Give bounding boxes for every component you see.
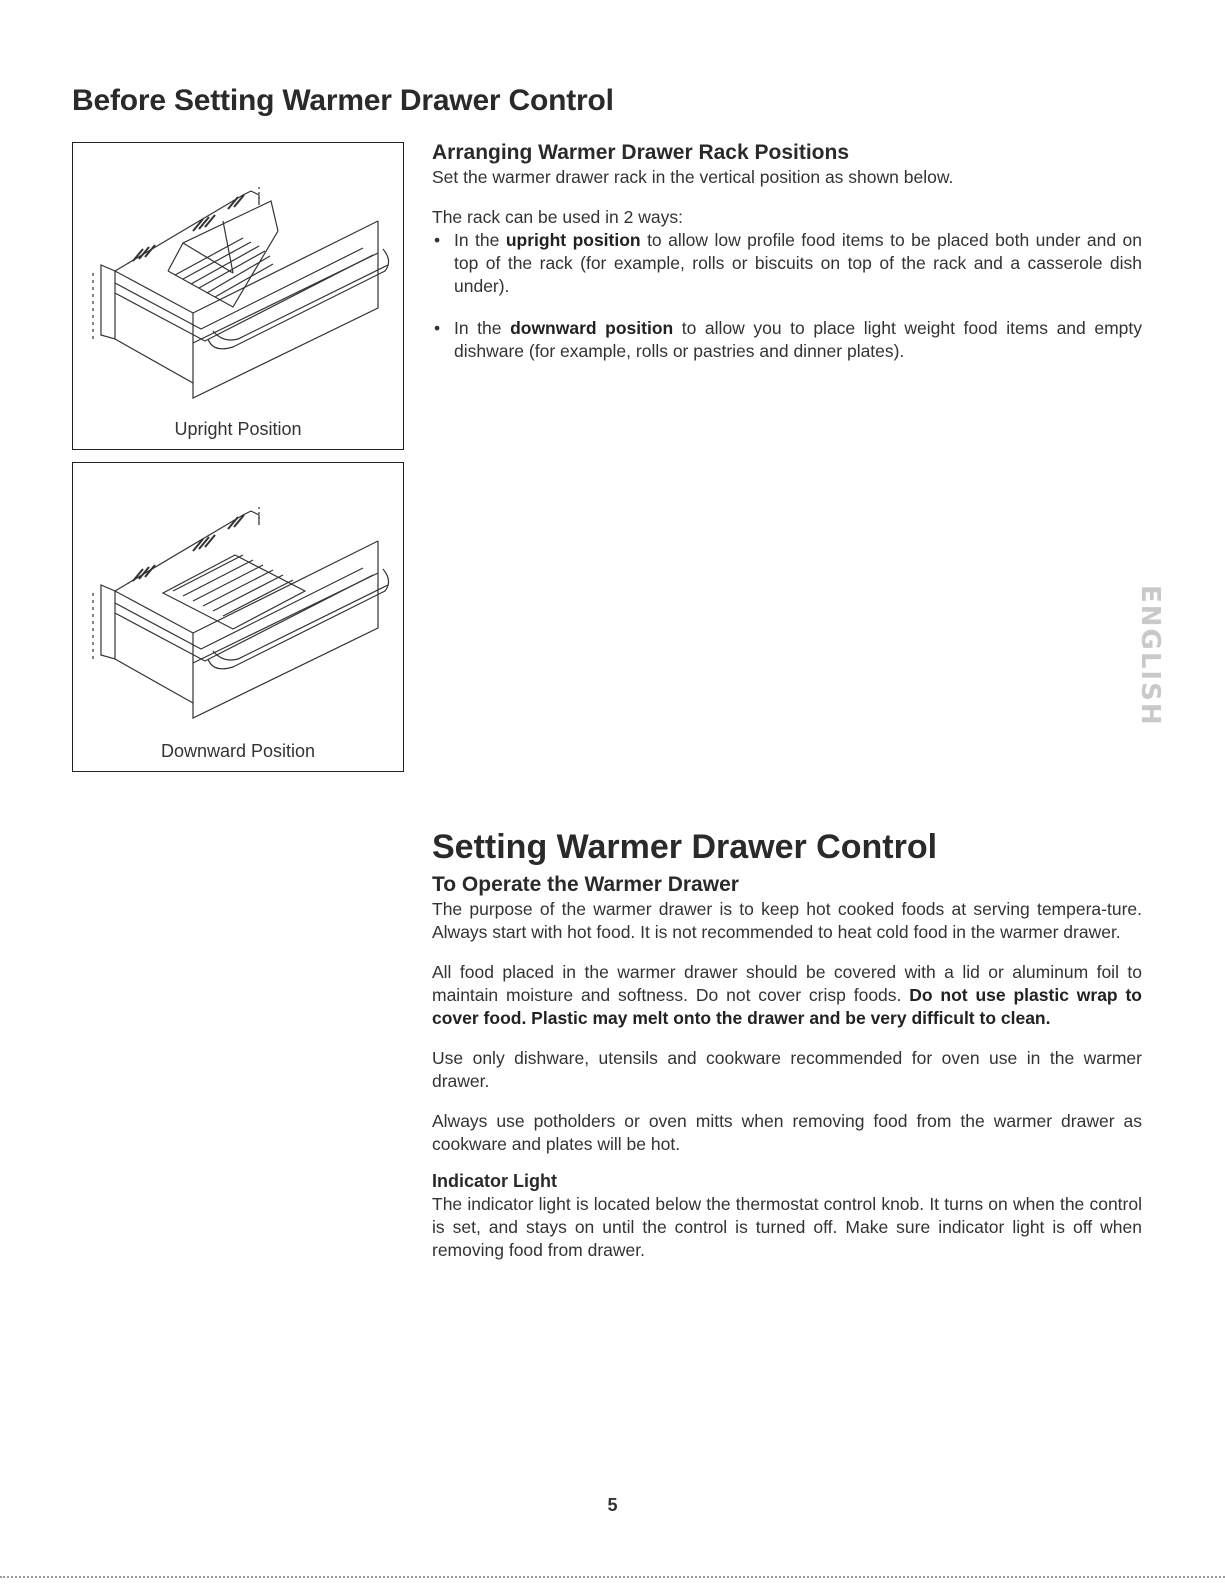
setting-section [432,872,1142,1262]
side-language-label: ENGLISH [1135,585,1165,727]
figure-caption: Downward Position [160,741,316,761]
bottom-dotted-divider [0,1576,1225,1578]
rack-positions-section [432,140,1142,363]
rack-ways: The rack can be used in 2 ways: [432,207,683,227]
warmer-drawer-downward-illustration [73,463,403,733]
page-number: 5 [607,1495,618,1515]
indicator-light-heading: Indicator Light [432,1171,557,1191]
bullet-dot: • [434,230,441,250]
paragraph-covering: All food placed in the warmer drawer should be covered with a lid or aluminum foil to maintain moisture and softness. Do not cover crisp foods. Do not use plastic wrap to cover food. Plastic may melt onto the drawer and be very difficult to clean. [432,962,1142,1028]
paragraph-purpose: The purpose of the warmer drawer is to keep hot cooked foods at serving tempera-ture. Always start with hot food. It is not recommended to heat cold food in the warmer drawer. [432,899,1142,942]
operate-subheading: To Operate the Warmer Drawer [432,873,739,896]
setting-section-title: Setting Warmer Drawer Control [432,828,938,866]
warmer-drawer-upright-illustration [73,143,403,413]
figure-caption: Upright Position [174,419,302,439]
section-heading: Arranging Warmer Drawer Rack Positions [432,141,850,164]
paragraph-dishware: Use only dishware, utensils and cookware recommended for oven use in the warmer drawer. [432,1048,1142,1091]
paragraph-potholders: Always use potholders or oven mitts when removing food from the warmer drawer as cookware and plates will be hot. [432,1111,1142,1154]
bullet-upright: • In the upright position to allow low profile food items to be placed both under and on top of the rack (for example, rolls or biscuits on top of the rack and a casserole dish under). [434,230,1142,296]
rack-intro: Set the warmer drawer rack in the vertical position as shown below. [432,167,954,187]
bullet-downward: • In the downward position to allow you to place light weight food items and empty dishware (for example, rolls or pastries and dinner plates). [434,318,1142,361]
paragraph-indicator: The indicator light is located below the thermostat control knob. It turns on when the control is set, and stays on until the control is turned off. Make sure indicator light is off when removing food from drawer. [432,1194,1142,1260]
bullet-dot: • [434,318,441,338]
page-title: Before Setting Warmer Drawer Control [72,84,614,117]
figure-upright-position [72,142,404,450]
figure-downward-position [72,462,404,772]
